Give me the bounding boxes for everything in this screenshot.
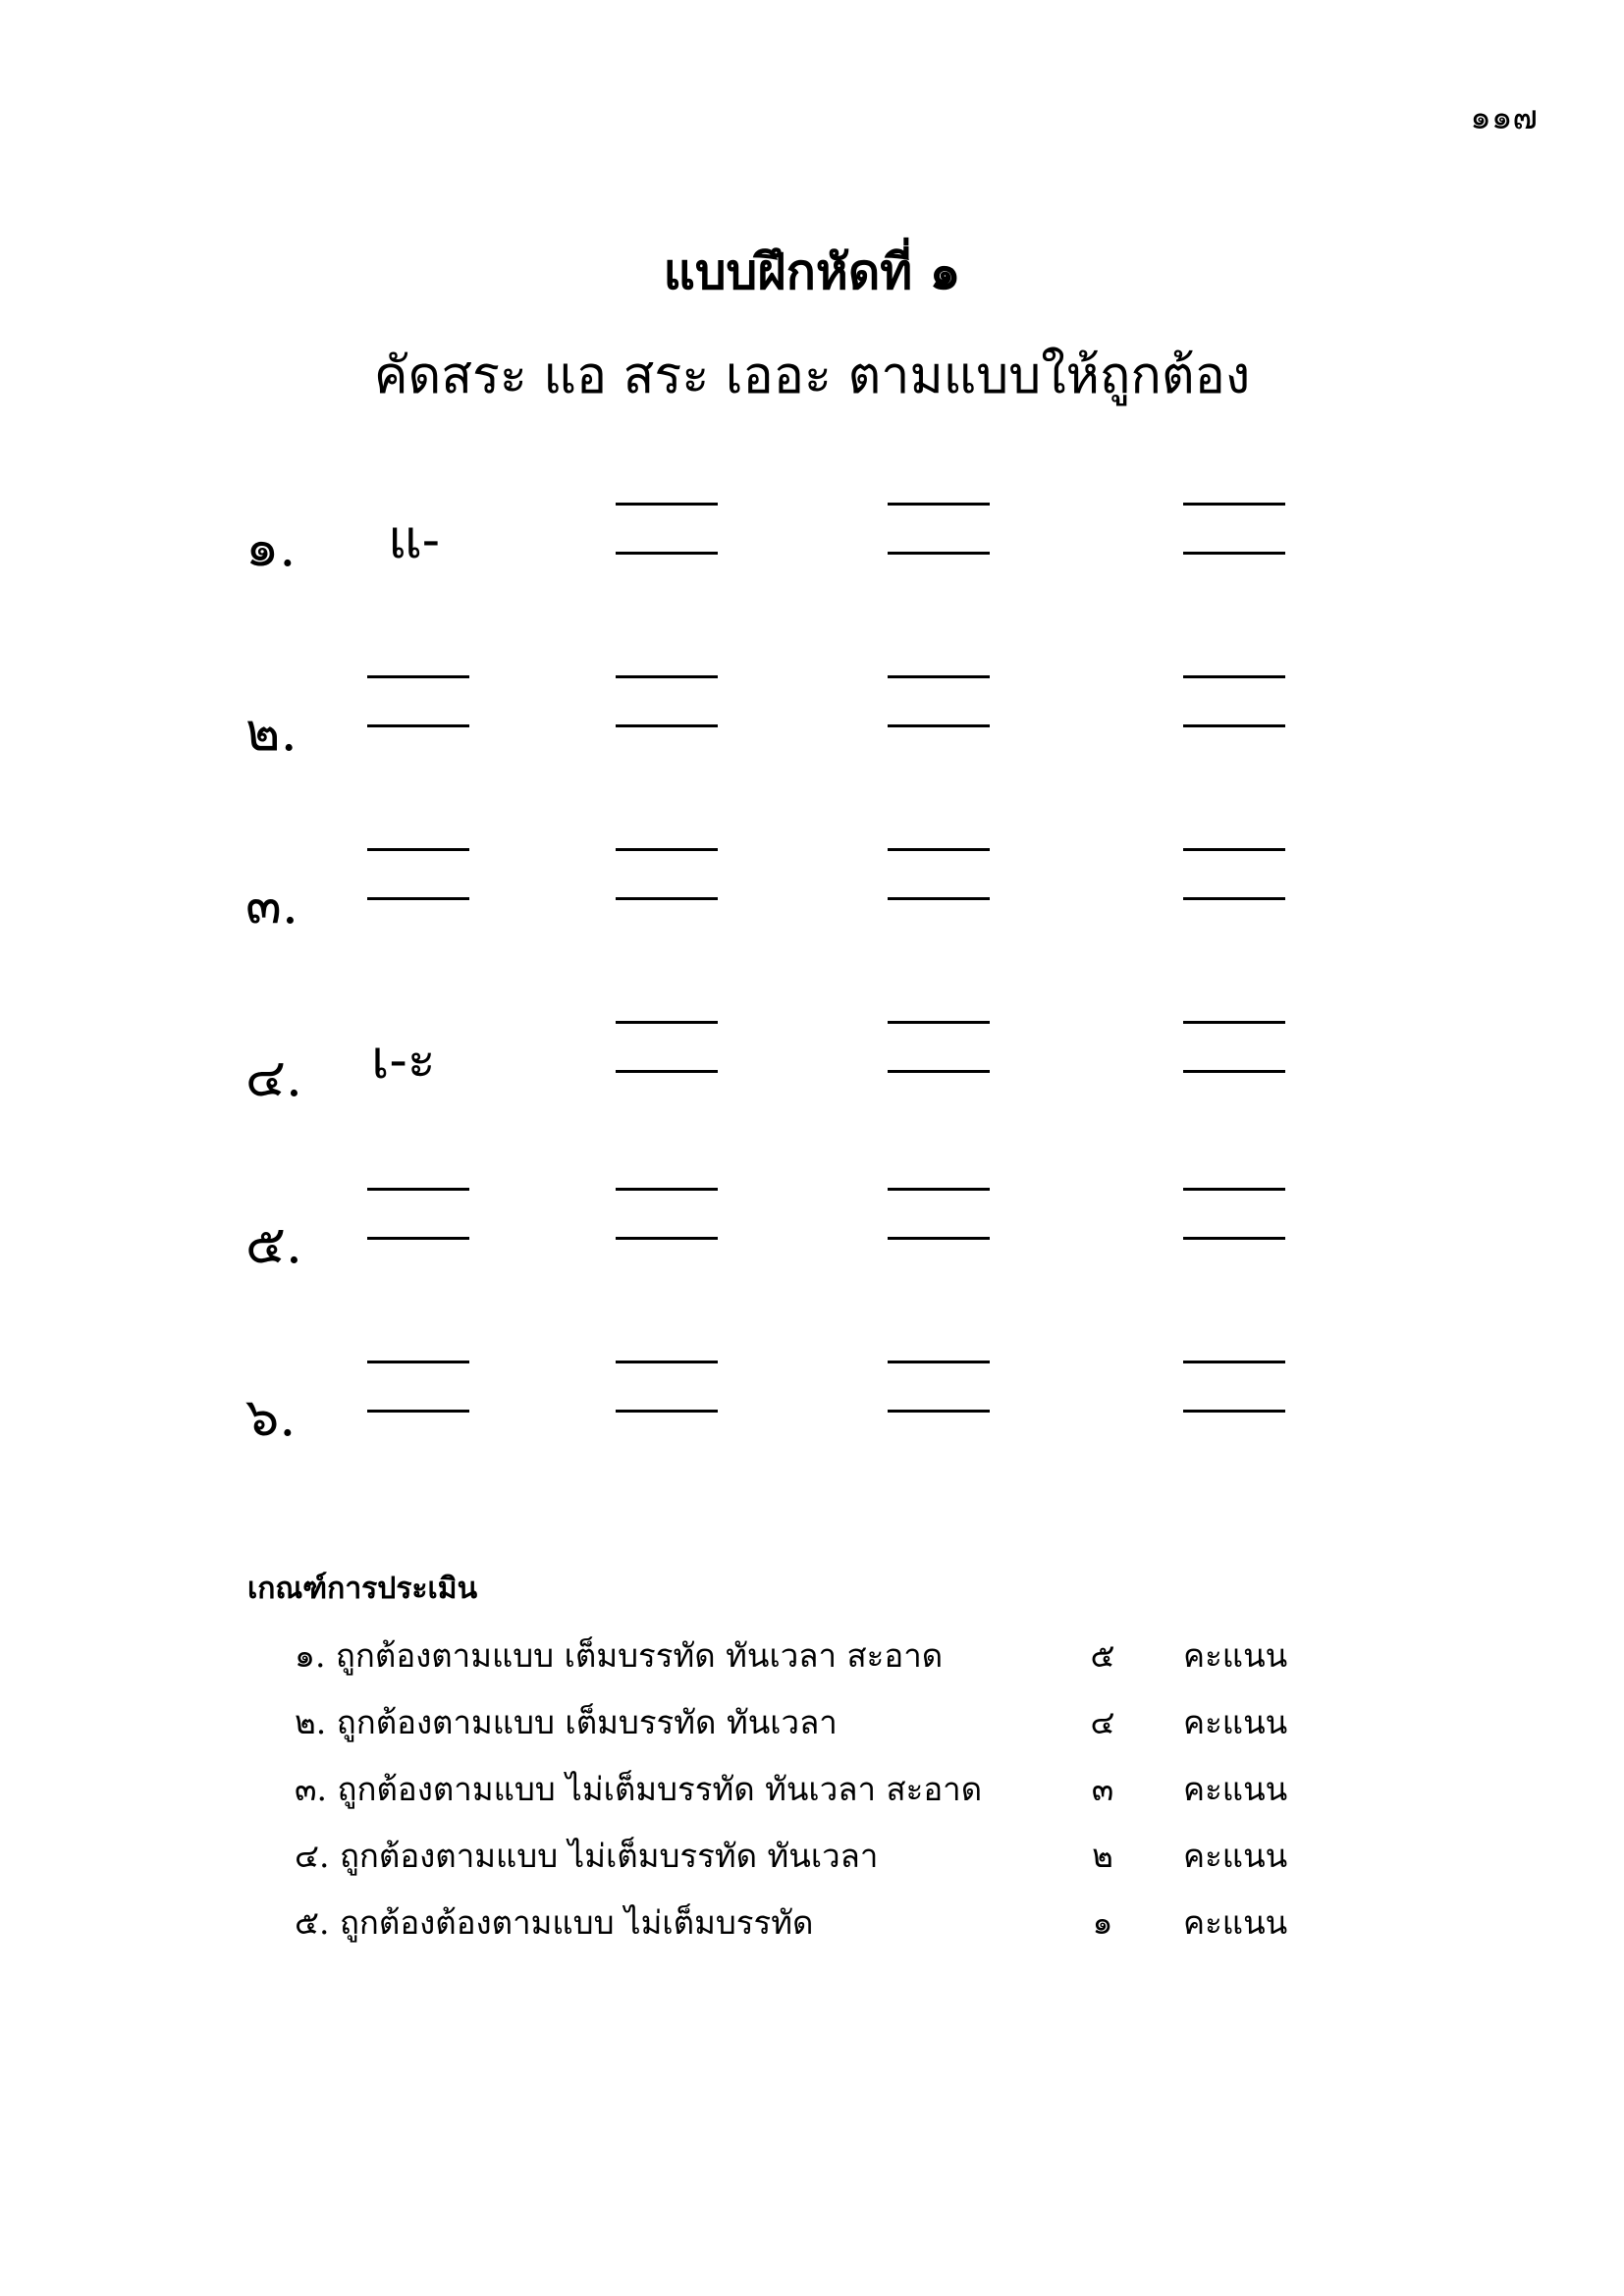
criteria-text: ๕. ถูกต้องต้องตามแบบ ไม่เต็มบรรทัด — [295, 1903, 814, 1942]
instruction: คัดสระ แอ สระ เออะ ตามแบบให้ถูกต้อง — [373, 347, 1251, 405]
sample-letter: แ- — [388, 508, 441, 570]
criteria-row — [0, 1763, 1624, 1812]
criteria-row — [0, 1830, 1624, 1879]
writing-blank[interactable] — [1183, 848, 1285, 899]
exercise-row — [0, 503, 1624, 581]
writing-blank[interactable] — [888, 675, 990, 726]
criteria-unit: คะแนน — [1183, 1903, 1288, 1942]
writing-blank[interactable] — [367, 675, 469, 726]
writing-blank[interactable] — [616, 675, 718, 726]
exercise-number: ๕. — [245, 1213, 303, 1275]
criteria-text: ๔. ถูกต้องตามแบบ ไม่เต็มบรรทัด ทันเวลา — [295, 1837, 879, 1875]
writing-blank[interactable] — [888, 1361, 990, 1412]
writing-blank[interactable] — [888, 503, 990, 554]
criteria-text: ๓. ถูกต้องตามแบบ ไม่เต็มบรรทัด ทันเวลา สะอาด — [295, 1770, 983, 1808]
writing-blank[interactable] — [888, 1021, 990, 1072]
exercise-row — [0, 675, 1624, 763]
writing-blank[interactable] — [1183, 675, 1285, 726]
writing-blank[interactable] — [367, 848, 469, 899]
exercise-row — [0, 1188, 1624, 1275]
writing-blank[interactable] — [888, 1188, 990, 1239]
exercise-number: ๑. — [245, 516, 297, 578]
writing-blank[interactable] — [616, 1361, 718, 1412]
sample-letter: เ-ะ — [371, 1029, 436, 1091]
writing-blank[interactable] — [1183, 1188, 1285, 1239]
criteria-score: ๒ — [1092, 1837, 1113, 1875]
criteria-text: ๒. ถูกต้องตามแบบ เต็มบรรทัด ทันเวลา — [295, 1703, 838, 1741]
criteria-unit: คะแนน — [1183, 1837, 1288, 1875]
criteria-unit: คะแนน — [1183, 1770, 1288, 1808]
page-number: ๑๑๗ — [1470, 98, 1538, 137]
criteria-score: ๔ — [1090, 1703, 1115, 1741]
exercise-row — [0, 1021, 1624, 1108]
exercise-number: ๒. — [245, 701, 298, 763]
criteria-score: ๓ — [1091, 1770, 1114, 1808]
exercise-number: ๔. — [245, 1046, 303, 1108]
writing-blank[interactable] — [616, 503, 718, 554]
exercise-number: ๖. — [245, 1386, 297, 1448]
writing-blank[interactable] — [888, 848, 990, 899]
criteria-title: เกณฑ์การประเมิน — [247, 1572, 478, 1606]
criteria-row — [0, 1896, 1624, 1946]
writing-blank[interactable] — [1183, 1021, 1285, 1072]
criteria-unit: คะแนน — [1183, 1703, 1288, 1741]
writing-blank[interactable] — [1183, 503, 1285, 554]
criteria-row — [0, 1696, 1624, 1745]
page-title: แบบฝึกหัดที่ ๑ — [663, 242, 961, 300]
criteria-score: ๑ — [1092, 1903, 1113, 1942]
writing-blank[interactable] — [367, 1188, 469, 1239]
criteria-unit: คะแนน — [1183, 1636, 1288, 1675]
writing-blank[interactable] — [616, 1021, 718, 1072]
exercise-row — [0, 848, 1624, 935]
criteria-text: ๑. ถูกต้องตามแบบ เต็มบรรทัด ทันเวลา สะอาด — [295, 1636, 944, 1675]
criteria-row — [0, 1629, 1624, 1679]
writing-blank[interactable] — [367, 1361, 469, 1412]
criteria-score: ๕ — [1090, 1636, 1115, 1675]
exercise-row — [0, 1361, 1624, 1448]
writing-blank[interactable] — [616, 1188, 718, 1239]
writing-blank[interactable] — [616, 848, 718, 899]
exercise-number: ๓. — [245, 874, 299, 935]
writing-blank[interactable] — [1183, 1361, 1285, 1412]
